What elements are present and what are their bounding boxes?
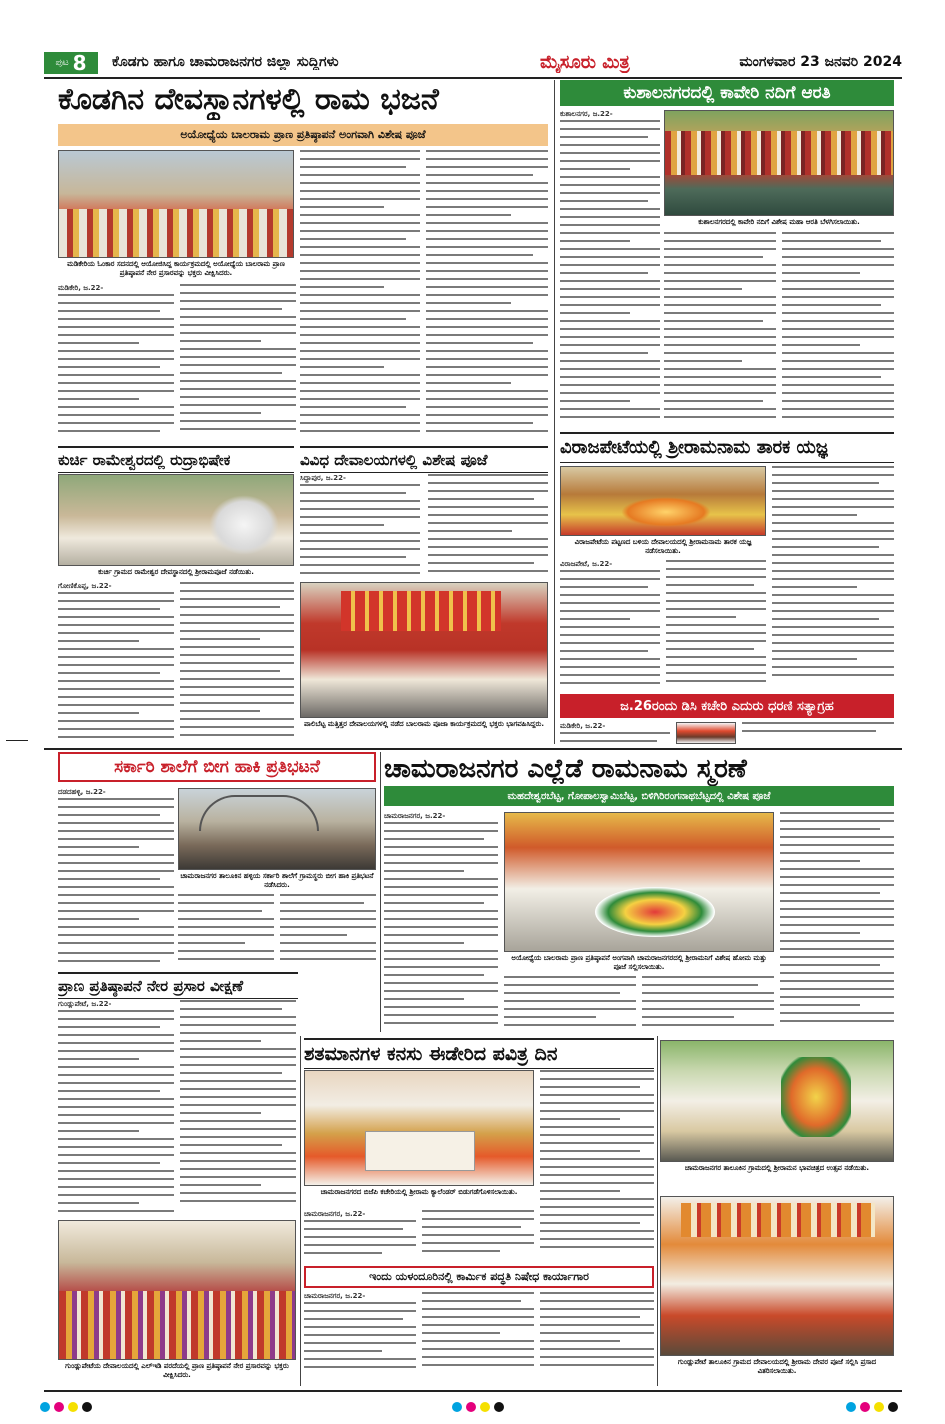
school-headline-box: [58, 752, 376, 782]
registration-dot-cyan-right: [846, 1402, 856, 1412]
school-photo-gate: [199, 795, 319, 831]
dream-photo-calendar: [365, 1131, 475, 1171]
registration-dot-black-center: [494, 1402, 504, 1412]
kodagu-body-col4: [426, 150, 548, 442]
kushalnagar-photo: [664, 110, 894, 216]
dream-headline: ಶತಮಾನಗಳ ಕನಸು ಈಡೇರಿದ ಪವಿತ್ರ ದಿನ: [304, 1038, 654, 1069]
school-body-col3: [280, 894, 376, 970]
kurchi-body-col1: [58, 582, 174, 742]
dream-dateline: ಚಾಮರಾಜನಗರ, ಜ.22-: [304, 1210, 366, 1218]
dream-photo: [304, 1070, 534, 1186]
workshop-headline-box: [304, 1266, 654, 1288]
protest-headline-bar: [560, 694, 894, 718]
chamarajanagar-body-col1b: [384, 966, 498, 1032]
temples-photo: [300, 582, 548, 718]
page-label: ಪುಟ: [55, 58, 69, 68]
virajpet-headline: ವಿರಾಜಪೇಟೆಯಲ್ಲಿ ಶ್ರೀರಾಮನಾಮ ತಾರಕ ಯಜ್ಞ: [560, 432, 894, 463]
column-rule-main: [554, 80, 555, 744]
temples-photo-caption: ಪಾಲಿಬೆಟ್ಟ ಮತ್ತಿತ್ತರ ದೇವಾಲಯಗಳಲ್ಲಿ ನಡೆದ ಬಾಲರಾಮ ಪೂಜಾ ಕಾರ್ಯಕ್ರಮದಲ್ಲಿ ಭಕ್ತರು ಭಾಗವಹಿಸಿದ್ದರು.: [303, 720, 545, 728]
masthead: [44, 52, 902, 76]
page-number-badge: [44, 52, 98, 74]
chamarajanagar-body-col3: [642, 976, 774, 1032]
temples-dateline: ಸಿದ್ದಾಪುರ, ಜ.22-: [300, 474, 346, 482]
kodagu-deck: [58, 124, 548, 146]
procession-photo-bottom-caption: ಗುಂಡ್ಲುಪೇಟೆ ತಾಲೂಕಿನ ಗ್ರಾಮದ ದೇವಾಲಯದಲ್ಲಿ ಶ್ರೀರಾಮ ದೇವರ ಪೂಜೆ ಸಲ್ಲಿಸಿ ಪ್ರಸಾದ ವಿತರಿಸಲಾಯಿತು.: [677, 1358, 877, 1375]
kodagu-photo-crowd: [59, 209, 294, 258]
virajpet-body-col2: [666, 560, 766, 690]
virajpet-photo-fire: [621, 497, 711, 527]
kurchi-photo-caption: ಕುರ್ಚಿ ಗ್ರಾಮದ ರಾಮೇಶ್ವರ ದೇವಸ್ಥಾನದಲ್ಲಿ ಶ್ರೀರಾಮಪೂಜೆ ನಡೆಯಿತು.: [98, 568, 254, 576]
chamarajanagar-dateline: ಚಾಮರಾಜನಗರ, ಜ.22-: [384, 812, 446, 820]
registration-dot-magenta-left: [54, 1402, 64, 1412]
school-headline: ಸರ್ಕಾರಿ ಶಾಲೆಗೆ ಬೀಗ ಹಾಕಿ ಪ್ರತಿಭಟನೆ: [114, 757, 320, 777]
kushalnagar-body-col2: [664, 232, 776, 428]
dream-body-col3: [540, 1070, 654, 1262]
section-title: ಕೊಡಗು ಹಾಗೂ ಚಾಮರಾಜನಗರ ಜಿಲ್ಲಾ ಸುದ್ದಿಗಳು: [112, 54, 339, 70]
school-photo-caption: ಚಾಮರಾಜನಗರ ತಾಲೂಕಿನ ಹಳ್ಳಿಯ ಸರ್ಕಾರಿ ಶಾಲೆಗೆ ಗ್ರಾಮಸ್ಥರು ಬೀಗ ಹಾಕಿ ಪ್ರತಿಭಟನೆ ನಡೆಸಿದರು.: [180, 872, 374, 889]
procession-photo-bottom: [660, 1196, 894, 1356]
protest-body-col2: [742, 722, 894, 744]
chamarajanagar-photo-rangoli: [595, 887, 715, 937]
registration-dot-cyan-left: [40, 1402, 50, 1412]
broadcast-photo-caption: ಗುಂಡ್ಲುಪೇಟೆಯ ದೇವಾಲಯದಲ್ಲಿ ಎಲ್‌ಇಡಿ ಪರದೆಯಲ್ಲಿ ಪ್ರಾಣ ಪ್ರತಿಷ್ಠಾಪನೆ ನೇರ ಪ್ರಸಾರವನ್ನು ಭಕ್ತರು ವೀಕ್ಷಿಸಿದರು.: [65, 1362, 289, 1379]
procession-photo-top: [660, 1040, 894, 1162]
chamarajanagar-body-col1: [384, 812, 498, 962]
broadcast-photo-crowd: [59, 1291, 296, 1360]
broadcast-dateline: ಗುಂಡ್ಲುಪೇಟೆ, ಜ.22-: [58, 1000, 112, 1008]
chamarajanagar-deck-text: ಮಹದೇಶ್ವರಬೆಟ್ಟ, ಗೋಪಾಲಸ್ವಾಮಿಬೆಟ್ಟ, ಬಿಳಿಗಿರಿರಂಗನಾಥಬೆಟ್ಟದಲ್ಲಿ ವಿಶೇಷ ಪೂಜೆ: [507, 790, 771, 802]
kurchi-photo-smoke: [209, 495, 279, 555]
chamarajanagar-photo-caption: ಅಯೋಧ್ಯೆಯ ಬಾಲರಾಮ ಪ್ರಾಣ ಪ್ರತಿಷ್ಠಾಪನೆ ಅಂಗವಾಗಿ ಚಾಮರಾಜನಗರದಲ್ಲಿ ಶ್ರೀರಾಮನಿಗೆ ವಿಶೇಷ ಹೋಮ ಮತ್ತು ಪೂಜೆ ಸಲ್ಲಿಸಲಾಯಿತು.: [511, 954, 767, 971]
protest-body-col1: [560, 722, 670, 744]
broadcast-photo: [58, 1220, 296, 1360]
broadcast-headline: ಪ್ರಾಣ ಪ್ರತಿಷ್ಠಾಪನೆ ನೇರ ಪ್ರಸಾರ ವೀಕ್ಷಣೆ: [58, 972, 298, 999]
footer-rule: [44, 1390, 902, 1392]
procession-photo-top-caption: ಚಾಮರಾಜನಗರ ತಾಲೂಕಿನ ಗ್ರಾಮದಲ್ಲಿ ಶ್ರೀರಾಮನ ಭಾವಚಿತ್ರದ ಉತ್ಸವ ನಡೆಯಿತು.: [684, 1164, 870, 1172]
kurchi-photo: [58, 474, 294, 566]
dream-body-col2: [422, 1210, 534, 1262]
protest-headline: ಜ.26ರಂದು ಡಿಸಿ ಕಚೇರಿ ಎದುರು ಧರಣಿ ಸತ್ಯಾಗ್ರಹ: [620, 698, 834, 714]
registration-dot-black-left: [82, 1402, 92, 1412]
dream-photo-caption: ಚಾಮರಾಜನಗರದ ಬಿಜೆಪಿ ಕಚೇರಿಯಲ್ಲಿ ಶ್ರೀರಾಮ ಕ್ಯಾಲೆಂಡರ್ ಬಿಡುಗಡೆಗೊಳಿಸಲಾಯಿತು.: [320, 1188, 518, 1196]
kodagu-body-col1: [58, 284, 174, 442]
kodagu-photo: [58, 150, 294, 258]
issue-date: ಮಂಗಳವಾರ 23 ಜನವರಿ 2024: [739, 54, 902, 70]
column-rule-center-bottom: [300, 1036, 301, 1386]
crop-mark: [6, 740, 28, 741]
kurchi-headline: ಕುರ್ಚಿ ರಾಮೇಶ್ವರದಲ್ಲಿ ರುದ್ರಾಭಿಷೇಕ: [58, 446, 294, 473]
kushalnagar-dateline: ಕುಶಾಲನಗರ, ಜ.22-: [560, 110, 613, 118]
kurchi-body-col2: [180, 582, 294, 742]
kushalnagar-photo-caption: ಕುಶಾಲನಗರದಲ್ಲಿ ಕಾವೇರಿ ನದಿಗೆ ವಿಶೇಷ ಮಹಾ ಆರತಿ ಬೆಳಗಿಸಲಾಯಿತು.: [698, 218, 860, 226]
procession-photo-bottom-canopy: [681, 1203, 875, 1237]
kushalnagar-photo-people: [665, 131, 894, 175]
virajpet-body-col3: [772, 466, 894, 690]
registration-dot-magenta-center: [466, 1402, 476, 1412]
dream-body-col1: [304, 1210, 416, 1262]
kushalnagar-body-col1: [560, 110, 660, 428]
kushalnagar-body-col3: [782, 232, 894, 428]
workshop-body-col2: [422, 1292, 534, 1378]
kushalnagar-headline-bar: [560, 80, 894, 106]
school-body-col2: [178, 894, 274, 970]
school-photo: [178, 788, 376, 870]
virajpet-body-col1: [560, 560, 660, 690]
school-body-col1b: [58, 952, 174, 970]
registration-dot-magenta-right: [860, 1402, 870, 1412]
kushalnagar-headline: ಕುಶಾಲನಗರದಲ್ಲಿ ಕಾವೇರಿ ನದಿಗೆ ಆರತಿ: [623, 83, 831, 103]
column-rule-left-bottom: [380, 752, 381, 1032]
registration-dot-black-right: [888, 1402, 898, 1412]
kodagu-deck-text: ಅಯೋಧ್ಯೆಯ ಬಾಲರಾಮ ಪ್ರಾಣ ಪ್ರತಿಷ್ಠಾಪನೆ ಅಂಗವಾಗಿ ವಿಶೇಷ ಪೂಜೆ: [180, 128, 426, 141]
school-body-col1: [58, 788, 174, 948]
protest-dateline: ಮಡಿಕೇರಿ, ಜ.22-: [560, 722, 606, 730]
registration-dot-cyan-center: [452, 1402, 462, 1412]
chamarajanagar-photo: [504, 812, 774, 952]
kodagu-photo-caption: ಮಡಿಕೇರಿಯ ಓಂಕಾರ ಸದನದಲ್ಲಿ ಆಯೋಜಿಸಿದ್ದ ಕಾರ್ಯಕ್ರಮದಲ್ಲಿ ಅಯೋಧ್ಯೆಯ ಬಾಲರಾಮ ಪ್ರಾಣ ಪ್ರತಿಷ್ಠಾಪನೆ ನೇರ ಪ್ರಸಾರವನ್ನು ಭಕ್ತರು ವೀಕ್ಷಿಸಿದರು.: [67, 260, 285, 277]
broadcast-body-col2: [180, 1000, 296, 1216]
virajpet-dateline: ವಿರಾಜಪೇಟೆ, ಜ.22-: [560, 560, 613, 568]
school-dateline: ದಡದಹಳ್ಳಿ, ಜ.22-: [58, 788, 106, 796]
virajpet-photo: [560, 466, 766, 536]
kodagu-dateline: ಮಡಿಕೇರಿ, ಜ.22-: [58, 284, 104, 292]
kurchi-dateline: ಗೋಣಿಕೊಪ್ಪ, ಜ.22-: [58, 582, 112, 590]
registration-dot-yellow-center: [480, 1402, 490, 1412]
procession-photo-top-chariot: [781, 1057, 851, 1137]
page-number: 8: [72, 51, 87, 75]
kodagu-headline: ಕೊಡಗಿನ ದೇವಸ್ಥಾನಗಳಲ್ಲಿ ರಾಮ ಭಜನೆ: [58, 82, 439, 117]
chamarajanagar-body-col4: [780, 812, 894, 1032]
chamarajanagar-body-col2: [504, 976, 636, 1032]
workshop-body-col3: [540, 1292, 654, 1378]
kodagu-body-col3: [300, 150, 420, 442]
temples-headline: ವಿವಿಧ ದೇವಾಲಯಗಳಲ್ಲಿ ವಿಶೇಷ ಪೂಜೆ: [300, 446, 548, 473]
registration-dot-yellow-left: [68, 1402, 78, 1412]
chamarajanagar-headline: ಚಾಮರಾಜನಗರ ಎಲ್ಲೆಡೆ ರಾಮನಾಮ ಸ್ಮರಣೆ: [384, 754, 747, 784]
mid-page-rule: [44, 748, 902, 750]
virajpet-photo-caption: ವಿರಾಜಪೇಟೆಯ ಪಟ್ಟಣದ ಬಳಿಯ ದೇವಾಲಯದಲ್ಲಿ ಶ್ರೀರಾಮನಾಮ ತಾರಕ ಯಜ್ಞ ನಡೆಸಲಾಯಿತು.: [574, 538, 752, 555]
paper-name: ಮೈಸೂರು ಮಿತ್ರ: [540, 52, 630, 73]
column-rule-right-bottom: [657, 1036, 658, 1386]
masthead-rule: [44, 77, 902, 79]
temples-body-col1: [300, 474, 420, 578]
protest-portrait: [676, 722, 736, 744]
temples-photo-canopy: [341, 591, 501, 631]
workshop-headline: ಇಂದು ಯಳಂದೂರಿನಲ್ಲಿ ಕಾರ್ಮಿಕ ಪದ್ಧತಿ ನಿಷೇಧ ಕಾರ್ಯಾಗಾರ: [369, 1270, 589, 1283]
workshop-dateline: ಚಾಮರಾಜನಗರ, ಜ.22-: [304, 1292, 366, 1300]
broadcast-body-col1: [58, 1000, 174, 1216]
workshop-body-col1: [304, 1292, 416, 1378]
chamarajanagar-deck: [384, 786, 894, 806]
temples-body-col2: [428, 474, 548, 578]
kodagu-body-col2: [180, 284, 296, 442]
registration-dot-yellow-right: [874, 1402, 884, 1412]
